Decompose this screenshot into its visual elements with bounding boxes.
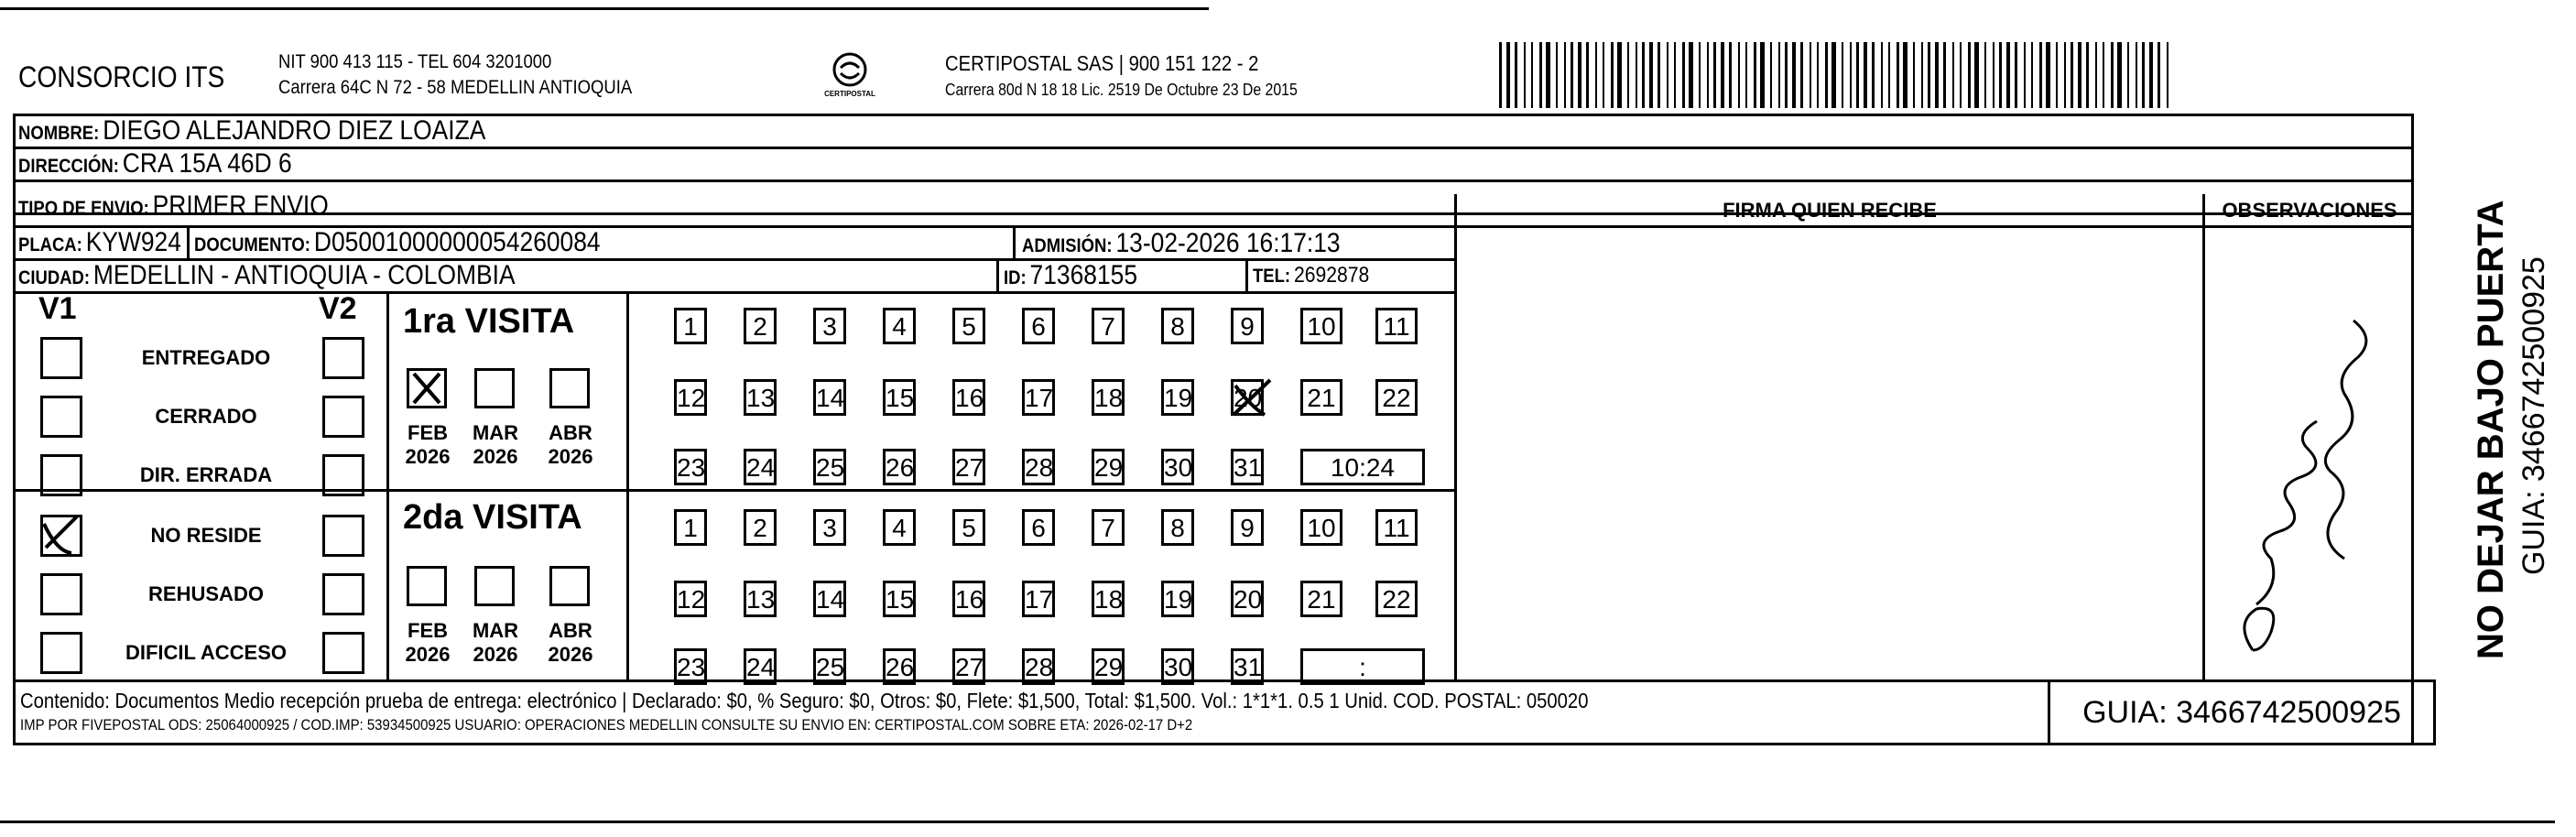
barcode-bar bbox=[1935, 42, 1939, 108]
v2-checkbox[interactable] bbox=[322, 573, 364, 615]
second-visit-day-box[interactable]: 27 bbox=[952, 648, 985, 685]
barcode-bar bbox=[2086, 42, 2089, 108]
barcode-bar bbox=[1674, 42, 1676, 108]
placa-row bbox=[18, 225, 181, 258]
barcode-bar bbox=[1729, 42, 1732, 108]
year-label: 2026 bbox=[405, 445, 451, 468]
second-visit-day-box[interactable]: 18 bbox=[1092, 581, 1125, 617]
barcode-bar bbox=[1928, 42, 1930, 108]
barcode-bar bbox=[2136, 42, 2137, 108]
barcode-bar bbox=[1864, 42, 1867, 108]
first-visit-day-box[interactable]: 10 bbox=[1300, 308, 1342, 344]
direccion-row bbox=[18, 147, 292, 179]
barcode-bar bbox=[2095, 42, 2097, 108]
barcode-bar bbox=[1649, 42, 1653, 108]
second-visit-day-box[interactable]: 26 bbox=[883, 648, 916, 685]
second-visit-day-box[interactable]: 16 bbox=[952, 581, 985, 617]
ciudad-label: CIUDAD: bbox=[18, 267, 91, 288]
first-visit-month-checkbox[interactable] bbox=[474, 368, 515, 408]
barcode-bar bbox=[2064, 42, 2066, 108]
status-label: CERRADO bbox=[155, 405, 257, 428]
v1-checkbox[interactable] bbox=[40, 632, 82, 674]
barcode-bar bbox=[1778, 42, 1780, 108]
second-visit-month bbox=[540, 619, 601, 667]
second-visit-day-box[interactable]: 1 bbox=[674, 509, 707, 546]
second-visit-day-box[interactable]: 11 bbox=[1375, 509, 1418, 546]
id-label: ID: bbox=[1004, 267, 1027, 288]
barcode-bar bbox=[1636, 42, 1637, 108]
barcode-bar bbox=[1642, 42, 1645, 108]
year-label: 2026 bbox=[473, 643, 518, 666]
barcode-bar bbox=[2078, 42, 2081, 108]
first-visit-day-box[interactable] bbox=[1231, 379, 1264, 416]
second-visit-day-box[interactable]: 28 bbox=[1022, 648, 1055, 685]
status-label: DIR. ERRADA bbox=[139, 463, 273, 486]
company-name: CONSORCIO ITS bbox=[18, 60, 225, 93]
first-visit-day-box[interactable]: 27 bbox=[952, 449, 985, 485]
barcode-bar bbox=[1603, 42, 1604, 108]
barcode-bar bbox=[1785, 42, 1788, 108]
status-label: REHUSADO bbox=[148, 582, 264, 605]
first-visit-month-checkbox[interactable] bbox=[549, 368, 590, 408]
v1-checkbox[interactable] bbox=[40, 454, 82, 496]
documento-label: DOCUMENTO: bbox=[194, 234, 310, 255]
first-visit-day-box[interactable]: 29 bbox=[1092, 449, 1125, 485]
barcode bbox=[1499, 42, 2177, 108]
first-visit-time-box[interactable]: 10:24 bbox=[1300, 449, 1425, 485]
barcode-bar bbox=[1627, 42, 1629, 108]
firma-header: FIRMA QUIEN RECIBE bbox=[1723, 199, 1937, 222]
first-visit-day-box[interactable]: 25 bbox=[813, 449, 846, 485]
barcode-bar bbox=[2046, 42, 2050, 108]
second-visit-month bbox=[465, 619, 526, 667]
barcode-bar bbox=[1984, 42, 1986, 108]
barcode-bar bbox=[1825, 42, 1828, 108]
barcode-bar bbox=[1689, 42, 1693, 108]
v2-checkbox[interactable] bbox=[322, 396, 364, 438]
check-mark-icon bbox=[1230, 378, 1272, 420]
barcode-bar bbox=[1800, 42, 1803, 108]
barcode-bar bbox=[1999, 42, 2002, 108]
barcode-bar bbox=[1760, 42, 1765, 108]
certipostal-logo bbox=[817, 49, 883, 104]
barcode-bar bbox=[1506, 42, 1510, 108]
barcode-bar bbox=[1524, 42, 1526, 108]
barcode-bar bbox=[1699, 42, 1701, 108]
v1-checkbox[interactable] bbox=[40, 573, 82, 615]
barcode-bar bbox=[2015, 42, 2017, 108]
barcode-bar bbox=[1586, 42, 1589, 108]
second-visit-day-box[interactable]: 8 bbox=[1161, 509, 1194, 546]
barcode-bar bbox=[2127, 42, 2129, 108]
month-label: ABR bbox=[549, 619, 592, 642]
barcode-bar bbox=[2149, 42, 2153, 108]
first-visit-day-box[interactable]: 19 bbox=[1161, 379, 1194, 416]
year-label: 2026 bbox=[548, 445, 593, 468]
barcode-bar bbox=[1856, 42, 1859, 108]
tel-value: 2692878 bbox=[1293, 263, 1370, 288]
barcode-bar bbox=[1499, 42, 1502, 108]
first-visit-day-box[interactable]: 30 bbox=[1161, 449, 1194, 485]
first-visit-day-box[interactable]: 23 bbox=[674, 449, 707, 485]
status-label: DIFICIL ACCESO bbox=[125, 641, 287, 664]
second-visit-day-box[interactable]: 31 bbox=[1231, 648, 1264, 685]
first-visit-day-box[interactable]: 31 bbox=[1231, 449, 1264, 485]
barcode-bar bbox=[2024, 42, 2026, 108]
barcode-bar bbox=[1888, 42, 1890, 108]
barcode-bar bbox=[1738, 42, 1740, 108]
first-visit-day-box[interactable]: 6 bbox=[1022, 308, 1055, 344]
second-visit-month bbox=[397, 619, 458, 667]
barcode-bar bbox=[1578, 42, 1581, 108]
barcode-bar bbox=[2071, 42, 2073, 108]
first-visit-day-box[interactable]: 15 bbox=[883, 379, 916, 416]
barcode-bar bbox=[1810, 42, 1811, 108]
nombre-row bbox=[18, 114, 485, 147]
first-visit-day-box[interactable]: 14 bbox=[813, 379, 846, 416]
second-visit-day-box[interactable]: 19 bbox=[1161, 581, 1194, 617]
scan-edge-top bbox=[0, 7, 1209, 10]
tipo-row bbox=[18, 190, 329, 223]
status-label: ENTREGADO bbox=[141, 346, 271, 369]
carrier-line2: Carrera 80d N 18 18 Lic. 2519 De Octubre 23 De 2015 bbox=[945, 81, 1298, 99]
month-label: ABR bbox=[549, 421, 592, 444]
barcode-bar bbox=[1713, 42, 1716, 108]
barcode-bar bbox=[1515, 42, 1517, 108]
v2-checkbox[interactable] bbox=[322, 515, 364, 557]
barcode-bar bbox=[1792, 42, 1796, 108]
barcode-bar bbox=[2006, 42, 2010, 108]
year-label: 2026 bbox=[473, 445, 518, 468]
second-visit-day-box[interactable]: 22 bbox=[1375, 581, 1418, 617]
v2-checkbox[interactable] bbox=[322, 454, 364, 496]
second-visit-day-box[interactable]: 2 bbox=[744, 509, 777, 546]
year-label: 2026 bbox=[548, 643, 593, 666]
v1-label: V1 bbox=[38, 291, 77, 326]
first-visit-day-box[interactable]: 11 bbox=[1375, 308, 1418, 344]
barcode-bar bbox=[1546, 42, 1550, 108]
barcode-bar bbox=[2039, 42, 2042, 108]
first-visit-day-box[interactable]: 18 bbox=[1092, 379, 1125, 416]
footer-line2: IMP POR FIVEPOSTAL ODS: 25064000925 / COD.IMP: 53934500925 USUARIO: OPERACIONES MEDELLIN CONSULTE SU ENVIO EN: CERTIPOSTAL.COM SOBRE ETA: 2026-02-17 D+2 bbox=[20, 716, 1193, 734]
day-number: 20 bbox=[1234, 384, 1263, 412]
company-line1: NIT 900 413 115 - TEL 604 3201000 bbox=[278, 51, 552, 72]
second-visit-day-box[interactable]: 9 bbox=[1231, 509, 1264, 546]
barcode-bar bbox=[1817, 42, 1819, 108]
barcode-bar bbox=[1707, 42, 1709, 108]
first-visit-day-box[interactable]: 3 bbox=[813, 308, 846, 344]
id-value: 71368155 bbox=[1029, 260, 1138, 290]
barcode-bar bbox=[2167, 42, 2168, 108]
side-guia: GUIA: 3466742500925 bbox=[2516, 256, 2551, 575]
placa-label: PLACA: bbox=[18, 234, 82, 255]
barcode-bar bbox=[1745, 42, 1747, 108]
second-visit-time-box[interactable]: : bbox=[1300, 648, 1425, 685]
second-visit-month-checkbox[interactable] bbox=[549, 566, 590, 606]
second-visit-day-box[interactable]: 7 bbox=[1092, 509, 1125, 546]
first-visit-day-box[interactable]: 26 bbox=[883, 449, 916, 485]
documento-value: D05001000000054260084 bbox=[313, 227, 601, 257]
first-visit-day-box[interactable]: 28 bbox=[1022, 449, 1055, 485]
second-visit-day-box[interactable]: 30 bbox=[1161, 648, 1194, 685]
second-visit-day-box[interactable]: 10 bbox=[1300, 509, 1342, 546]
v1-checkbox[interactable] bbox=[40, 515, 82, 557]
barcode-bar bbox=[2031, 42, 2033, 108]
placa-value: KYW924 bbox=[85, 227, 181, 257]
admision-value: 13-02-2026 16:17:13 bbox=[1115, 228, 1341, 258]
second-visit-day-box[interactable]: 29 bbox=[1092, 648, 1125, 685]
first-visit-day-box[interactable]: 7 bbox=[1092, 308, 1125, 344]
barcode-bar bbox=[2117, 42, 2122, 108]
first-visit-day-box[interactable]: 12 bbox=[674, 379, 707, 416]
barcode-bar bbox=[1968, 42, 1971, 108]
barcode-bar bbox=[2056, 42, 2058, 108]
barcode-bar bbox=[1667, 42, 1668, 108]
footer-line1: Contenido: Documentos Medio recepción prueba de entrega: electrónico | Declarado: $0, % Seguro: $0, Otros: $0, Flete: $1,500, Total: $1,500. Vol.: 1*1*1. 0.5 1 Unid. COD. POSTAL: 050020 bbox=[20, 689, 1589, 712]
second-visit-day-box[interactable]: 21 bbox=[1300, 581, 1342, 617]
barcode-bar bbox=[1903, 42, 1908, 108]
second-visit-day-box[interactable]: 3 bbox=[813, 509, 846, 546]
first-visit-title: 1ra VISITA bbox=[403, 302, 575, 341]
nombre-label: NOMBRE: bbox=[18, 123, 100, 144]
handwritten-signature bbox=[2216, 284, 2399, 669]
first-visit-month bbox=[397, 421, 458, 469]
barcode-bar bbox=[1921, 42, 1923, 108]
month-label: FEB bbox=[408, 421, 448, 444]
second-visit-day-box[interactable]: 17 bbox=[1022, 581, 1055, 617]
side-warning: NO DEJAR BAJO PUERTA bbox=[2471, 200, 2511, 659]
barcode-bar bbox=[1531, 42, 1533, 108]
second-visit-day-box[interactable]: 15 bbox=[883, 581, 916, 617]
direccion-label: DIRECCIÓN: bbox=[18, 156, 119, 177]
second-visit-day-box[interactable]: 25 bbox=[813, 648, 846, 685]
barcode-bar bbox=[1993, 42, 1994, 108]
barcode-bar bbox=[1611, 42, 1614, 108]
second-visit-day-box[interactable]: 20 bbox=[1231, 581, 1264, 617]
first-visit-month-checkbox[interactable] bbox=[407, 368, 447, 408]
second-visit-day-box[interactable]: 5 bbox=[952, 509, 985, 546]
first-visit-day-box[interactable]: 21 bbox=[1300, 379, 1342, 416]
first-visit-day-box[interactable]: 9 bbox=[1231, 308, 1264, 344]
barcode-bar bbox=[1539, 42, 1542, 108]
second-visit-day-box[interactable]: 6 bbox=[1022, 509, 1055, 546]
direccion-value: CRA 15A 46D 6 bbox=[122, 148, 292, 179]
first-visit-day-box[interactable]: 2 bbox=[744, 308, 777, 344]
first-visit-day-box[interactable]: 4 bbox=[883, 308, 916, 344]
second-visit-month-checkbox[interactable] bbox=[474, 566, 515, 606]
first-visit-day-box[interactable]: 13 bbox=[744, 379, 777, 416]
second-visit-day-box[interactable]: 14 bbox=[813, 581, 846, 617]
second-visit-day-box[interactable]: 24 bbox=[744, 648, 777, 685]
barcode-bar bbox=[1617, 42, 1622, 108]
barcode-bar bbox=[1952, 42, 1954, 108]
year-label: 2026 bbox=[405, 643, 451, 666]
barcode-bar bbox=[1913, 42, 1915, 108]
tel-row bbox=[1253, 258, 1369, 291]
barcode-bar bbox=[1831, 42, 1836, 108]
second-visit-day-box[interactable]: 13 bbox=[744, 581, 777, 617]
barcode-bar bbox=[1564, 42, 1566, 108]
second-visit-title: 2da VISITA bbox=[403, 498, 582, 537]
v1-checkbox[interactable] bbox=[40, 396, 82, 438]
second-visit-month-checkbox[interactable] bbox=[407, 566, 447, 606]
scan-edge-bottom bbox=[0, 821, 2555, 823]
month-label: MAR bbox=[472, 619, 519, 642]
admision-label: ADMISIÓN: bbox=[1022, 235, 1113, 256]
barcode-bar bbox=[2158, 42, 2160, 108]
company-line2: Carrera 64C N 72 - 58 MEDELLIN ANTIOQUIA bbox=[278, 77, 633, 98]
barcode-bar bbox=[1850, 42, 1852, 108]
v2-checkbox[interactable] bbox=[322, 337, 364, 379]
barcode-bar bbox=[2111, 42, 2114, 108]
barcode-bar bbox=[1974, 42, 1979, 108]
barcode-bar bbox=[1960, 42, 1962, 108]
tipo-value: PRIMER ENVIO bbox=[152, 190, 329, 221]
logo-caption: CERTIPOSTAL bbox=[824, 90, 875, 98]
ciudad-value: MEDELLIN - ANTIOQUIA - COLOMBIA bbox=[92, 260, 516, 290]
barcode-bar bbox=[1842, 42, 1843, 108]
second-visit-day-box[interactable]: 4 bbox=[883, 509, 916, 546]
first-visit-day-box[interactable]: 24 bbox=[744, 449, 777, 485]
first-visit-day-box[interactable]: 5 bbox=[952, 308, 985, 344]
barcode-bar bbox=[1872, 42, 1875, 108]
footer-guia: GUIA: 3466742500925 bbox=[2082, 695, 2401, 730]
barcode-bar bbox=[1881, 42, 1883, 108]
v2-checkbox[interactable] bbox=[322, 632, 364, 674]
carrier-line1: CERTIPOSTAL SAS | 900 151 122 - 2 bbox=[945, 51, 1259, 75]
tel-label: TEL: bbox=[1253, 266, 1291, 287]
first-visit-month bbox=[465, 421, 526, 469]
nombre-value: DIEGO ALEJANDRO DIEZ LOAIZA bbox=[103, 115, 486, 146]
month-label: MAR bbox=[472, 421, 519, 444]
barcode-bar bbox=[1897, 42, 1899, 108]
first-visit-day-box[interactable]: 17 bbox=[1022, 379, 1055, 416]
observaciones-header: OBSERVACIONES bbox=[2222, 199, 2397, 222]
status-label: NO RESIDE bbox=[150, 524, 262, 547]
month-label: FEB bbox=[408, 619, 448, 642]
check-mark-icon bbox=[407, 368, 447, 408]
tipo-label: TIPO DE ENVIO: bbox=[18, 198, 149, 219]
ciudad-row bbox=[18, 258, 516, 291]
second-visit-day-box[interactable]: 12 bbox=[674, 581, 707, 617]
documento-row bbox=[194, 225, 601, 258]
admision-row bbox=[1022, 225, 1341, 258]
second-visit-day-box[interactable]: 23 bbox=[674, 648, 707, 685]
check-mark-icon bbox=[40, 515, 82, 557]
barcode-bar bbox=[1556, 42, 1558, 108]
barcode-bar bbox=[1721, 42, 1724, 108]
first-visit-day-box[interactable]: 22 bbox=[1375, 379, 1418, 416]
id-row bbox=[1004, 258, 1137, 291]
barcode-bar bbox=[1682, 42, 1685, 108]
barcode-bar bbox=[1658, 42, 1660, 108]
barcode-bar bbox=[1943, 42, 1946, 108]
v2-label: V2 bbox=[319, 291, 357, 326]
barcode-bar bbox=[1571, 42, 1573, 108]
first-visit-day-box[interactable]: 1 bbox=[674, 308, 707, 344]
barcode-bar bbox=[1595, 42, 1597, 108]
v1-checkbox[interactable] bbox=[40, 337, 82, 379]
barcode-bar bbox=[1754, 42, 1756, 108]
barcode-bar bbox=[2103, 42, 2104, 108]
barcode-bar bbox=[2142, 42, 2145, 108]
first-visit-day-box[interactable]: 8 bbox=[1161, 308, 1194, 344]
barcode-bar bbox=[1770, 42, 1772, 108]
first-visit-day-box[interactable]: 16 bbox=[952, 379, 985, 416]
first-visit-month bbox=[540, 421, 601, 469]
